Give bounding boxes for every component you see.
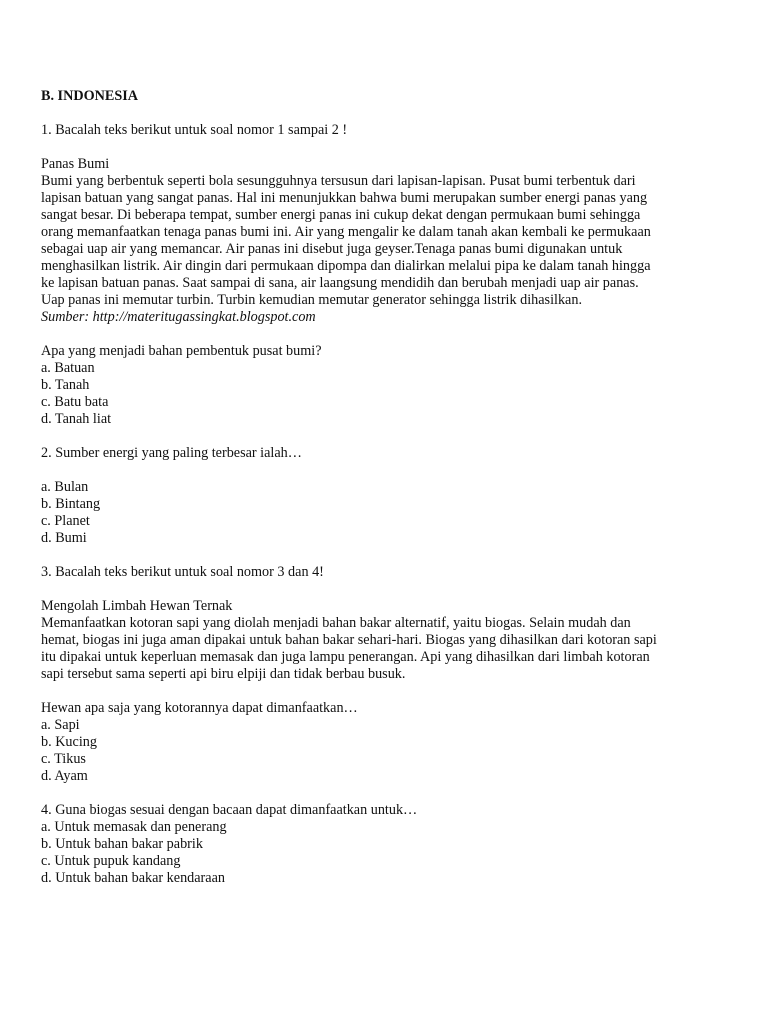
answer-option: a. Sapi (41, 717, 80, 733)
answer-option: b. Untuk bahan bakar pabrik (41, 836, 203, 852)
passage-line: sapi tersebut sama seperti api biru elpiji dan tidak berbau busuk. (41, 666, 406, 682)
passage-line: ke lapisan batuan panas. Saat sampai di sana, air laangsung mendidih dan berubah menjadi uap air panas. (41, 275, 639, 291)
answer-option: a. Untuk memasak dan penerang (41, 819, 227, 835)
passage-source: Sumber: http://materitugassingkat.blogspot.com (41, 309, 316, 325)
passage-line: hemat, biogas ini juga aman dipakai untuk bahan bakar sehari-hari. Biogas yang dihasilkan dari kotoran sapi (41, 632, 657, 648)
q1-instruction: 1. Bacalah teks berikut untuk soal nomor 1 sampai 2 ! (41, 122, 348, 138)
answer-option: a. Batuan (41, 360, 95, 376)
passage-line: orang memanfaatkan tenaga panas bumi ini. Air yang mengalir ke dalam tanah akan kembali ke permukaan (41, 224, 651, 240)
q3-question: Hewan apa saja yang kotorannya dapat dimanfaatkan… (41, 700, 358, 716)
spacer (41, 139, 731, 156)
q2-question: 2. Sumber energi yang paling terbesar ialah… (41, 445, 302, 461)
passage-line: lapisan batuan yang sangat panas. Hal ini menunjukkan bahwa bumi merupakan sumber energi panas yang (41, 190, 648, 206)
q4-question: 4. Guna biogas sesuai dengan bacaan dapat dimanfaatkan untuk… (41, 802, 418, 818)
passage-line: itu dipakai untuk keperluan memasak dan juga lampu penerangan. Api yang dihasilkan dari limbah kotoran (41, 649, 650, 665)
passage-title-panas-bumi: Panas Bumi (41, 156, 110, 172)
passage-line: menghasilkan listrik. Air dingin dari permukaan dipompa dan dialirkan melalui pipa ke dalam tanah hingga (41, 258, 651, 274)
q1-question: Apa yang menjadi bahan pembentuk pusat bumi? (41, 343, 322, 359)
passage-line: sangat besar. Di beberapa tempat, sumber energi panas ini cukup dekat dengan permukaan bumi sehingga (41, 207, 641, 223)
q3-instruction: 3. Bacalah teks berikut untuk soal nomor 3 dan 4! (41, 564, 324, 580)
answer-option: d. Bumi (41, 530, 87, 546)
answer-option: b. Bintang (41, 496, 101, 512)
spacer (41, 581, 731, 598)
passage-title-limbah: Mengolah Limbah Hewan Ternak (41, 598, 233, 614)
passage-line: Bumi yang berbentuk seperti bola sesungguhnya tersusun dari lapisan-lapisan. Pusat bumi terbentuk dari (41, 173, 636, 189)
answer-option: c. Planet (41, 513, 90, 529)
passage-line: Memanfaatkan kotoran sapi yang diolah menjadi bahan bakar alternatif, yaitu biogas. Selain mudah dan (41, 615, 631, 631)
spacer (41, 785, 731, 802)
spacer (41, 326, 731, 343)
answer-option: d. Ayam (41, 768, 88, 784)
answer-option: c. Tikus (41, 751, 86, 767)
document-page (41, 88, 731, 887)
passage-line: Uap panas ini memutar turbin. Turbin kemudian memutar generator sehingga listrik dihasilkan. (41, 292, 582, 308)
passage-line: sebagai uap air yang memancar. Air panas ini disebut juga geyser.Tenaga panas bumi digunakan untuk (41, 241, 623, 257)
spacer (41, 105, 731, 122)
answer-option: a. Bulan (41, 479, 89, 495)
spacer (41, 428, 731, 445)
answer-option: c. Untuk pupuk kandang (41, 853, 181, 869)
spacer (41, 547, 731, 564)
answer-option: b. Tanah (41, 377, 90, 393)
spacer (41, 683, 731, 700)
answer-option: d. Untuk bahan bakar kendaraan (41, 870, 225, 886)
spacer (41, 462, 731, 479)
section-heading: B. INDONESIA (41, 88, 138, 104)
answer-option: c. Batu bata (41, 394, 109, 410)
answer-option: b. Kucing (41, 734, 97, 750)
answer-option: d. Tanah liat (41, 411, 112, 427)
